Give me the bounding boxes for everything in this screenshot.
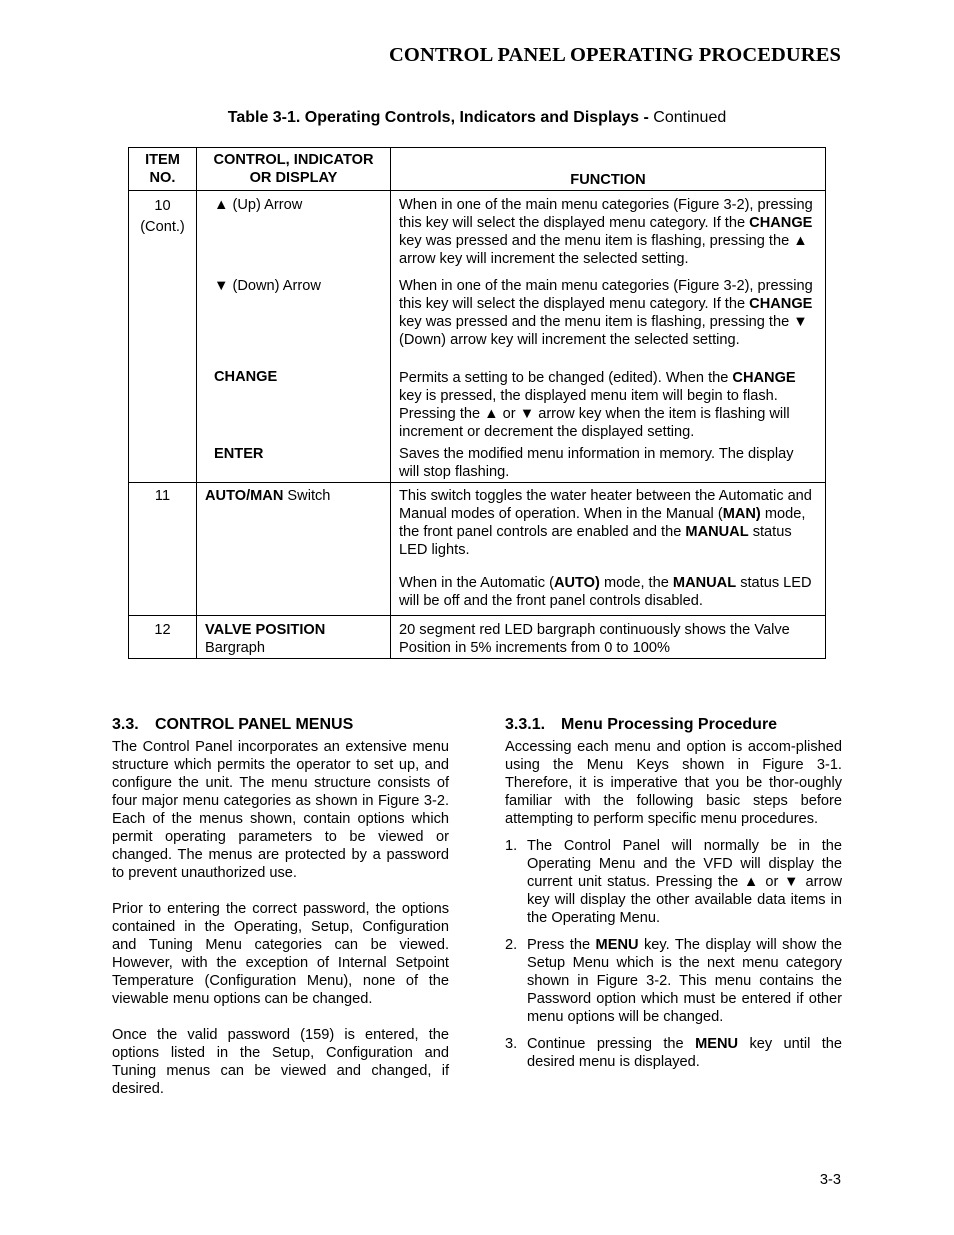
function-cell bbox=[391, 616, 826, 659]
table-caption-title: Table 3-1. Operating Controls, Indicators and Displays - bbox=[227, 109, 654, 126]
item-number: 10 bbox=[154, 198, 171, 214]
auto-man-function-text: status LED lights. bbox=[399, 524, 792, 558]
step-text: Press the bbox=[527, 937, 596, 953]
step-text: Continue pressing the bbox=[527, 1036, 696, 1052]
table-row bbox=[129, 191, 826, 272]
item-number-cell bbox=[129, 483, 197, 616]
auto-man-function-text: When in the Automatic ( bbox=[399, 575, 554, 591]
auto-man-function-bold: MANUAL bbox=[685, 524, 749, 540]
enter-key-function-text: Saves the modified menu information in memory. The display will stop flashing. bbox=[399, 446, 794, 480]
table-row bbox=[129, 483, 826, 616]
section-number: 3.3.1. bbox=[505, 716, 546, 733]
step-key-name: MENU bbox=[695, 1036, 739, 1052]
control-cell bbox=[197, 363, 391, 441]
down-arrow-function-text-end: key was pressed and the menu item is flashing, pressing the ▼ (Down) arrow key will increment the selected setting. bbox=[399, 314, 808, 348]
enter-key-label: ENTER bbox=[214, 446, 264, 462]
auto-man-switch-label: Switch bbox=[283, 488, 331, 504]
valve-position-sublabel: Bargraph bbox=[205, 640, 266, 656]
control-cell bbox=[197, 441, 391, 483]
step-text: The Control Panel will normally be in the Operating Menu and the VFD will display the current unit status. Pressing the ▲ or ▼ arrow key will display the other available data items in the Operating Menu. bbox=[527, 838, 842, 926]
page-number: 3-3 bbox=[819, 1172, 841, 1188]
section-title: Menu Processing Procedure bbox=[561, 716, 778, 733]
control-cell bbox=[197, 191, 391, 272]
section-number: 3.3. bbox=[112, 716, 139, 733]
table-row bbox=[129, 363, 826, 441]
item-continued-note: (Cont.) bbox=[140, 219, 185, 235]
section-heading bbox=[505, 715, 842, 735]
table-row bbox=[129, 441, 826, 483]
function-cell bbox=[391, 191, 826, 272]
step-number: 3. bbox=[505, 1036, 518, 1052]
section-heading bbox=[112, 715, 449, 735]
auto-man-function-bold: AUTO) bbox=[553, 575, 600, 591]
step-number: 2. bbox=[505, 937, 518, 953]
up-arrow-function-text: When in one of the main menu categories (Figure 3-2), pressing this key will select the displayed menu category. If the bbox=[399, 197, 813, 231]
up-arrow-label: ▲ (Up) Arrow bbox=[214, 197, 303, 213]
up-arrow-function-bold: CHANGE bbox=[749, 215, 813, 231]
function-cell bbox=[391, 441, 826, 483]
auto-man-function-text: This switch toggles the water heater between the Automatic and Manual modes of operation. When in the Manual ( bbox=[399, 488, 812, 522]
section-control-panel-menus bbox=[112, 715, 449, 1098]
step-text: key until the desired menu is displayed. bbox=[527, 1036, 843, 1070]
step-number: 1. bbox=[505, 838, 518, 854]
table-header-row bbox=[129, 148, 826, 191]
down-arrow-function-text: When in one of the main menu categories (Figure 3-2), pressing this key will select the displayed menu category. If the bbox=[399, 278, 813, 312]
change-key-function-text-end: key is pressed, the displayed menu item will begin to flash. Pressing the ▲ or ▼ arrow key when the item is flashing will increment or decrement the displayed setting. bbox=[399, 388, 790, 440]
column-header-item-line1: ITEM bbox=[145, 152, 180, 168]
column-header-item-line2: NO. bbox=[149, 170, 176, 186]
item-number-cell bbox=[129, 191, 197, 483]
table-caption bbox=[0, 109, 954, 127]
procedure-steps bbox=[505, 837, 842, 1071]
list-item bbox=[505, 936, 842, 1026]
controls-table bbox=[128, 147, 826, 659]
auto-man-function-text: status LED will be off and the front panel controls disabled. bbox=[399, 575, 812, 609]
function-cell bbox=[391, 483, 826, 616]
column-header-function: FUNCTION bbox=[391, 148, 826, 191]
paragraph: The Control Panel incorporates an extensive menu structure which permits the operator to set up, and configure the unit. The menu structure consists of four major menu categories as shown in Figure 3-2. Each of the menus shown, contain options which permit operating parameters to be viewed or changed. The menus are protected by a password to prevent unauthorized use. bbox=[112, 739, 449, 881]
change-key-function-text: Permits a setting to be changed (edited). When the bbox=[399, 370, 733, 386]
change-key-function-bold: CHANGE bbox=[732, 370, 796, 386]
auto-man-switch-label-bold: AUTO/MAN bbox=[205, 488, 284, 504]
item-number: 11 bbox=[154, 488, 171, 504]
paragraph: Prior to entering the correct password, the options contained in the Operating, Setup, Configuration and Tuning Menu categories can be viewed. However, with the exception of Internal Setpoint Temperature (Configuration Menu), none of the viewable menu options can be changed. bbox=[112, 901, 449, 1007]
step-text: key. The display will show the Setup Menu which is the next menu category shown in Figure 3-2. This menu contains the Password option which must be entered if other menu options will be changed. bbox=[527, 937, 842, 1025]
list-item bbox=[505, 1035, 842, 1071]
item-number: 12 bbox=[154, 622, 171, 638]
step-key-name: MENU bbox=[595, 937, 639, 953]
auto-man-function-bold: MAN) bbox=[722, 506, 761, 522]
column-header-control bbox=[197, 148, 391, 191]
section-menu-processing-procedure bbox=[505, 715, 842, 1080]
table-caption-continued: Continued bbox=[653, 109, 727, 126]
table-row bbox=[129, 271, 826, 363]
page-header-title: CONTROL PANEL OPERATING PROCEDURES bbox=[389, 44, 841, 66]
column-header-control-line2: OR DISPLAY bbox=[249, 170, 338, 186]
valve-position-label: VALVE POSITION bbox=[205, 622, 326, 638]
section-title: CONTROL PANEL MENUS bbox=[155, 716, 354, 733]
table-row bbox=[129, 616, 826, 659]
function-cell bbox=[391, 271, 826, 363]
down-arrow-function-bold: CHANGE bbox=[749, 296, 813, 312]
down-arrow-label: ▼ (Down) Arrow bbox=[214, 278, 321, 294]
list-item bbox=[505, 837, 842, 927]
paragraph: Accessing each menu and option is accom-plished using the Menu Keys shown in Figure 3-1. Therefore, it is imperative that you be thor-oughly familiar with the following basic steps before attempting to perform specific menu procedures. bbox=[505, 739, 842, 827]
function-cell bbox=[391, 363, 826, 441]
paragraph: Once the valid password (159) is entered, the options listed in the Setup, Configuration and Tuning menus can be viewed and changed, if desired. bbox=[112, 1027, 449, 1097]
column-header-item bbox=[129, 148, 197, 191]
auto-man-function-bold: MANUAL bbox=[672, 575, 737, 591]
control-cell bbox=[197, 616, 391, 659]
control-cell bbox=[197, 271, 391, 363]
valve-position-function-text: 20 segment red LED bargraph continuously shows the Valve Position in 5% increments from 0 to 100% bbox=[399, 622, 790, 656]
auto-man-function-text: mode, the front panel controls are enabled and the bbox=[399, 506, 806, 540]
control-cell bbox=[197, 483, 391, 616]
item-number-cell bbox=[129, 616, 197, 659]
change-key-label: CHANGE bbox=[214, 369, 278, 385]
column-header-control-line1: CONTROL, INDICATOR bbox=[213, 152, 374, 168]
up-arrow-function-text-end: key was pressed and the menu item is flashing, pressing the ▲ arrow key will increment the selected setting. bbox=[399, 233, 808, 267]
auto-man-function-text: mode, the bbox=[599, 575, 673, 591]
